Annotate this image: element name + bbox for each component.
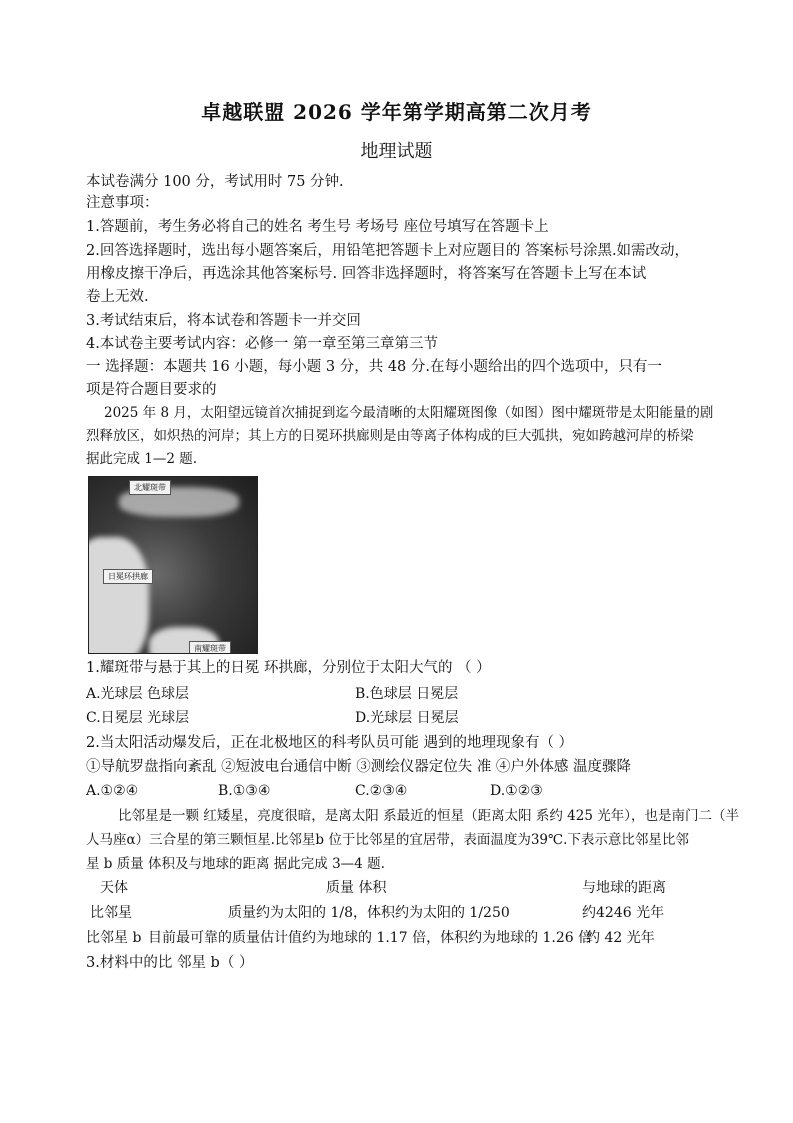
section-instruction-line1: 一 选择题：本题共 16 小题，每小题 3 分，共 48 分.在每小题给出的四个选项中，只有一 <box>86 359 662 375</box>
notice-item-4: 4.本试卷主要考试内容：必修一 第一章至第三章第三节 <box>86 336 438 352</box>
q2-stem: 2.当太阳活动爆发后，正在北极地区的科考队员可能 遇到的地理现象有（ ） <box>86 735 574 751</box>
q2-items: ①导航罗盘指向紊乱 ②短波电台通信中断 ③测绘仪器定位失 准 ④户外体感 温度骤降 <box>86 759 632 775</box>
table-row2-distance: 约 42 光年 <box>586 930 655 946</box>
q1-option-c: C.日冕层 光球层 <box>86 710 190 726</box>
q1-option-d: D.光球层 日冕层 <box>355 710 459 726</box>
table-row2-mass-volume: 目前最可靠的质量估计值约为地球的 1.17 倍，体积约为地球的 1.26 倍 <box>148 930 593 946</box>
table-header-body: 天体 <box>100 880 128 896</box>
exam-title: 卓越联盟 2026 学年第学期高第二次月考 <box>201 100 592 124</box>
section-instruction-line2: 项是符合题目要求的 <box>86 382 217 398</box>
table-row1-distance: 约4246 光年 <box>582 905 665 921</box>
table-row1-body: 比邻星 <box>90 905 132 921</box>
q1-stem: 1.耀斑带与悬于其上的日冕 环拱廊，分别位于太阳大气的 （ ） <box>86 660 491 676</box>
table-header-mass-volume: 质量 体积 <box>326 880 387 896</box>
q2-option-b: B.①③④ <box>218 783 271 799</box>
notice-item-2-line2: 用橡皮擦干净后，再选涂其他答案标号. 回答非选择题时，将答案写在答题卡上写在本试 <box>86 266 647 282</box>
passage1-line3: 据此完成 1—2 题. <box>86 451 198 467</box>
q2-option-d: D.①②③ <box>490 783 543 799</box>
notice-item-2-line1: 2.回答选择题时，选出每小题答案后，用铅笔把答题卡上对应题目的 答案标号涂黑.如需改动， <box>86 243 690 259</box>
notice-heading: 注意事项： <box>86 195 159 211</box>
exam-subject: 地理试题 <box>360 141 433 162</box>
solar-flare-image <box>88 476 258 654</box>
passage1-line1: 2025 年 8 月，太阳望远镜首次捕捉到迄今最清晰的太阳耀斑图像（如图）图中耀斑带是太阳能量的剧 <box>104 405 714 421</box>
passage2-line3: 星 b 质量 体积及与地球的距离 据此完成 3—4 题. <box>86 856 385 872</box>
table-row2-body: 比邻星 b <box>86 930 142 946</box>
label-north-flare-ribbon: 北耀斑带 <box>129 480 171 495</box>
passage2-line1: 比邻星是一颗 红矮星，亮度很暗，是离太阳 系最近的恒星（距离太阳 系约 425 光年），也是南门二（半 <box>118 808 739 824</box>
q2-option-a: A.①②④ <box>86 783 139 799</box>
table-row1-mass-volume: 质量约为太阳的 1/8，体积约为太阳的 1/250 <box>228 905 510 921</box>
notice-item-2-line3: 卷上无效. <box>86 289 149 305</box>
q2-option-c: C.②③④ <box>355 783 408 799</box>
q1-option-a: A.光球层 色球层 <box>86 686 190 702</box>
passage2-line2: 人马座α）三合星的第三颗恒星.比邻星b 位于比邻星的宜居带，表面温度为39℃.下表示意比邻星比邻 <box>86 832 689 848</box>
label-south-flare-ribbon: 南耀斑带 <box>189 641 231 654</box>
label-coronal-arcade: 日冕环拱廊 <box>103 569 153 584</box>
passage1-line2: 烈释放区，如炽热的河岸；其上方的日冕环拱廊则是由等离子体构成的巨大弧拱，宛如跨越河岸的桥梁 <box>86 428 694 444</box>
notice-item-3: 3.考试结束后，将本试卷和答题卡一并交回 <box>86 313 361 329</box>
q3-stem: 3.材料中的比 邻星 b（ ） <box>86 955 254 971</box>
score-line: 本试卷满分 100 分，考试用时 75 分钟. <box>86 174 344 190</box>
notice-item-1: 1.答题前，考生务必将自己的姓名 考生号 考场号 座位号填写在答题卡上 <box>86 219 549 235</box>
table-header-distance: 与地球的距离 <box>582 880 666 896</box>
q1-option-b: B.色球层 日冕层 <box>355 686 459 702</box>
